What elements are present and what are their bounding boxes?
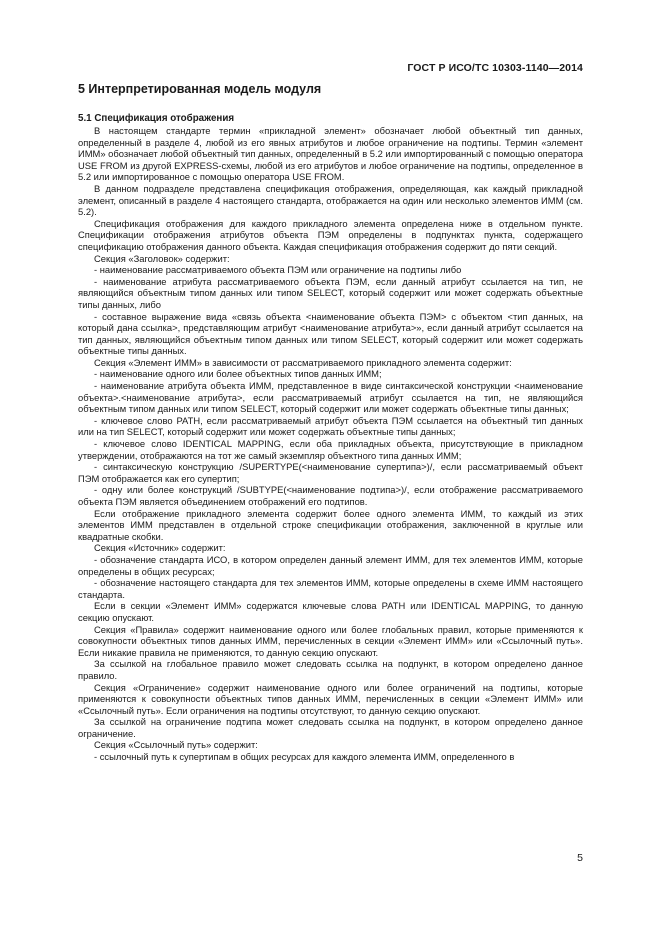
section-title: 5 Интерпретированная модель модуля bbox=[78, 82, 322, 96]
paragraph: За ссылкой на ограничение подтипа может следовать ссылка на подпункт, в котором определено данное ограничение. bbox=[78, 716, 583, 739]
subsection-title: 5.1 Спецификация отображения bbox=[78, 113, 235, 124]
list-item: - наименование рассматриваемого объекта ПЭМ или ограничение на подтипы либо bbox=[94, 264, 462, 276]
paragraph: Если отображение прикладного элемента содержит более одного элемента ИММ, то каждый из этих элементов ИММ представлен в отдельной строке спецификации отображения, заключенной в круглые или квадратные скобки. bbox=[78, 507, 583, 542]
list-item: - наименование атрибута объекта ИММ, представленное в виде синтаксической конструкции <наименование объекта>.<наименование атрибута>, если рассматриваемый атрибут ссылается на тип, не являющийся объектным типом данных или типом SELECT, который содержит или может содержать объектные типы данных; bbox=[78, 380, 583, 415]
list-item: - наименование одного или более объектных типов данных ИММ; bbox=[94, 368, 382, 380]
list-item: - одну или более конструкций /SUBTYPE(<наименование подтипа>)/, если отображение рассматриваемого объекта ПЭМ является объединением отображений его подтипов. bbox=[78, 484, 583, 507]
paragraph: За ссылкой на глобальное правило может следовать ссылка на подпункт, в котором определено данное правило. bbox=[78, 658, 583, 681]
paragraph: Секция «Правила» содержит наименование одного или более глобальных правил, которые применяются к совокупности объектных типов данных ИММ, перечисленных в секции «Элемент ИММ» или «Ссылочный путь». Если никакие правила не применяются, то данную секцию опускают. bbox=[78, 623, 583, 658]
list-item: - ключевое слово IDENTICAL MAPPING, если оба прикладных объекта, присутствующие в прикладном утверждении, отображаются на тот же самый экземпляр объектного типа данных ИММ; bbox=[78, 438, 583, 461]
document-code-header: ГОСТ Р ИСО/ТС 10303-1140—2014 bbox=[407, 62, 583, 74]
list-item: - ключевое слово PATH, если рассматриваемый атрибут объекта ПЭМ ссылается на объектный тип данных или на тип SELECT, который содержит или может содержать объектные типы данных; bbox=[78, 414, 583, 438]
list-item: - обозначение настоящего стандарта для тех элементов ИММ, которые определены в схеме ИММ настоящего стандарта. bbox=[78, 577, 583, 600]
paragraph: Секция «Ограничение» содержит наименование одного или более ограничений на подтипы, которые применяются к совокупности объектных типов данных ИММ, перечисленных в секции «Элемент ИММ» или «Ссылочный путь». Если ограничения на подтипы отсутствуют, то данную секцию опускают. bbox=[78, 681, 583, 716]
page-number: 5 bbox=[577, 852, 583, 864]
paragraph: В данном подразделе представлена спецификация отображения, определяющая, как каждый прикладной элемент, описанный в разделе 4 настоящего стандарта, отображается на один или несколько элементов ИММ (см. 5.2). bbox=[78, 182, 583, 218]
list-item: - ссылочный путь к супертипам в общих ресурсах для каждого элемента ИММ, определенного в bbox=[94, 751, 515, 763]
list-item: - составное выражение вида «связь объекта <наименование объекта ПЭМ> с объектом <тип данных, на который дана ссылка>, представляющим атрибут <наименование атрибута>», если данный атрибут ссылается на тип данных, являющийся объектным типом данных или типом SELECT, который содержит или может содержать объектные типы данных. bbox=[78, 310, 583, 357]
list-item: - обозначение стандарта ИСО, в котором определен данный элемент ИММ, для тех элементов ИММ, которые определены в общих ресурсах; bbox=[78, 553, 583, 577]
body-text bbox=[78, 125, 583, 763]
paragraph: Секция «Элемент ИММ» в зависимости от рассматриваемого прикладного элемента содержит: bbox=[94, 356, 512, 368]
list-item: - наименование атрибута рассматриваемого объекта ПЭМ, если данный атрибут ссылается на тип, не являющийся объектным типом данных или типом SELECT, который содержит или может содержать объектные типы данных, либо bbox=[78, 275, 583, 310]
paragraph: Секция «Ссылочный путь» содержит: bbox=[94, 739, 258, 751]
list-item: - синтаксическую конструкцию /SUPERTYPE(<наименование супертипа>)/, если рассматриваемый объект ПЭМ отображается как его супертип; bbox=[78, 461, 583, 484]
paragraph: Секция «Заголовок» содержит: bbox=[94, 252, 230, 264]
paragraph: В настоящем стандарте термин «прикладной элемент» обозначает любой объектный тип данных, определенный в разделе 4, любой из его явных атрибутов и любое ограничение на подтипы. Термин «элемент ИММ» обозначает любой объектный тип данных, определенный в 5.2 или импортированный с помощью оператора USE FROM из другой EXPRESS-схемы, любой из его атрибутов и любое ограничение на подтипы, определенное в 5.2 или импортированное с помощью оператора USE FROM. bbox=[78, 125, 583, 183]
paragraph: Спецификация отображения для каждого прикладного элемента определена ниже в отдельном пункте. Спецификации отображения атрибутов объекта ПЭМ определены в подпунктах пункта, содержащего спецификацию отображения данного объекта. Каждая спецификация отображения содержит до пяти секций. bbox=[78, 217, 583, 252]
paragraph: Если в секции «Элемент ИММ» содержатся ключевые слова PATH или IDENTICAL MAPPING, то данную секцию опускают. bbox=[78, 600, 583, 623]
paragraph: Секция «Источник» содержит: bbox=[94, 542, 226, 554]
